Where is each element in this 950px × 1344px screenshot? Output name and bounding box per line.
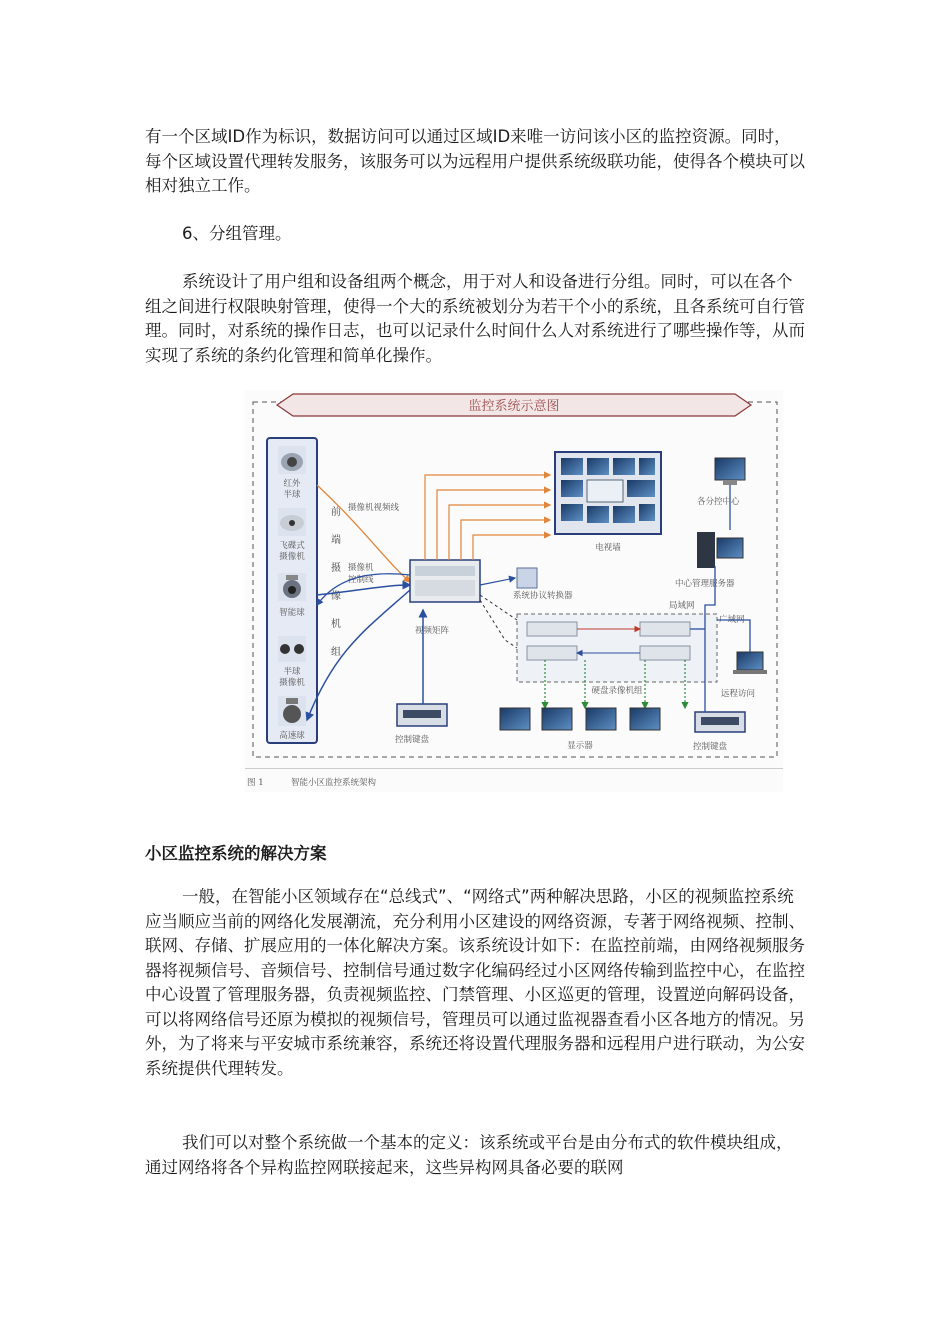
video-line-label: 摄像机视频线 [348,503,400,513]
ufo-camera [278,508,306,562]
svg-text:智能球: 智能球 [279,608,305,618]
diagram-title: 监控系统示意图 [468,399,560,414]
wan-label: 广域网 [719,615,745,625]
svg-text:摄: 摄 [331,563,341,574]
svg-text:视频矩阵: 视频矩阵 [415,626,450,636]
svg-text:机: 机 [331,619,341,630]
svg-text:摄像机: 摄像机 [279,552,305,562]
dome-camera [278,636,306,688]
svg-text:系统协议转换器: 系统协议转换器 [513,591,573,601]
section-heading: 小区监控系统的解决方案 [145,844,327,863]
system-diagram [245,390,783,792]
svg-text:摄像机: 摄像机 [279,678,305,688]
paragraph-solution: 一般，在智能小区领域存在“总线式”、“网络式”两种解决思路，小区的视频监控系统应当顺应当前的网络化发展潮流，充分利用小区建设的网络资源，专著于网络视频、控制、联网、存储、扩展应用的一体化解决方案。该系统设计如下：在监控前端，由网络视频服务器将视频信号、音频信号、控制信号通过数字化编码经过小区网络传输到监控中心，在监控中心设置了管理服务器，负责视频监控、门禁管理、小区巡更的管理，设置逆向解码设备，可以将网络信号还原为模拟的视频信号，管理员可以通过监视器查看小区各地方的情况。另外，为了将来与平安城市系统兼容，系统还将设置代理服务器和远程用户进行联动，为公安系统提供代理转发。 [145,887,805,1078]
paragraph-region-id: 有一个区域ID作为标识，数据访问可以通过区域ID来唯一访问该小区的监控资源。同时，每个区域设置代理转发服务，该服务可以为远程用户提供系统级联功能，使得各个模块可以相对独立工作。 [145,127,805,195]
paragraph-definition: 我们可以对整个系统做一个基本的定义：该系统或平台是由分布式的软件模块组成，通过网络将各个异构监控网联接起来，这些异构网具备必要的联网 [145,1133,793,1177]
svg-text:半球: 半球 [283,490,301,500]
smart-ball-camera [278,573,306,618]
figure-caption: 智能小区监控系统架构 [291,778,377,788]
svg-text:显示器: 显示器 [567,741,593,751]
svg-text:飞碟式: 飞碟式 [279,541,305,551]
camera-column [267,438,317,743]
control-line-label-1: 摄像机 [348,563,374,573]
svg-text:高速球: 高速球 [279,731,305,741]
svg-text:像: 像 [331,591,341,602]
svg-text:远程访问: 远程访问 [721,689,756,699]
svg-text:组: 组 [331,647,341,658]
svg-text:各分控中心: 各分控中心 [697,497,740,507]
svg-text:红外: 红外 [283,479,301,489]
svg-text:中心管理服务器: 中心管理服务器 [675,579,735,589]
svg-text:控制键盘: 控制键盘 [395,735,430,745]
svg-text:电视墙: 电视墙 [595,543,621,553]
paragraph-group-mgmt: 系统设计了用户组和设备组两个概念，用于对人和设备进行分组。同时，可以在各个组之间进行权限映射管理，使得一个大的系统被划分为若干个小的系统，且各系统可自行管理。同时，对系统的操作日志，也可以记录什么时间什么人对系统进行了哪些操作等，从而实现了系统的条约化管理和简单化操作。 [145,272,805,365]
system-diagram-figure [245,390,783,792]
high-speed-ball-camera [278,696,306,741]
svg-text:端: 端 [331,535,341,546]
svg-text:前: 前 [331,507,341,518]
svg-text:控制键盘: 控制键盘 [693,742,728,752]
svg-text:硬盘录像机组: 硬盘录像机组 [591,686,643,696]
svg-text:半球: 半球 [283,667,301,677]
paragraph-group-mgmt-title: 6、分组管理。 [182,224,292,243]
control-line-label-2: 控制线 [348,575,374,585]
figure-number: 图 1 [247,778,264,788]
lan-label: 局域网 [669,601,695,611]
diagram-title-banner [277,394,751,416]
